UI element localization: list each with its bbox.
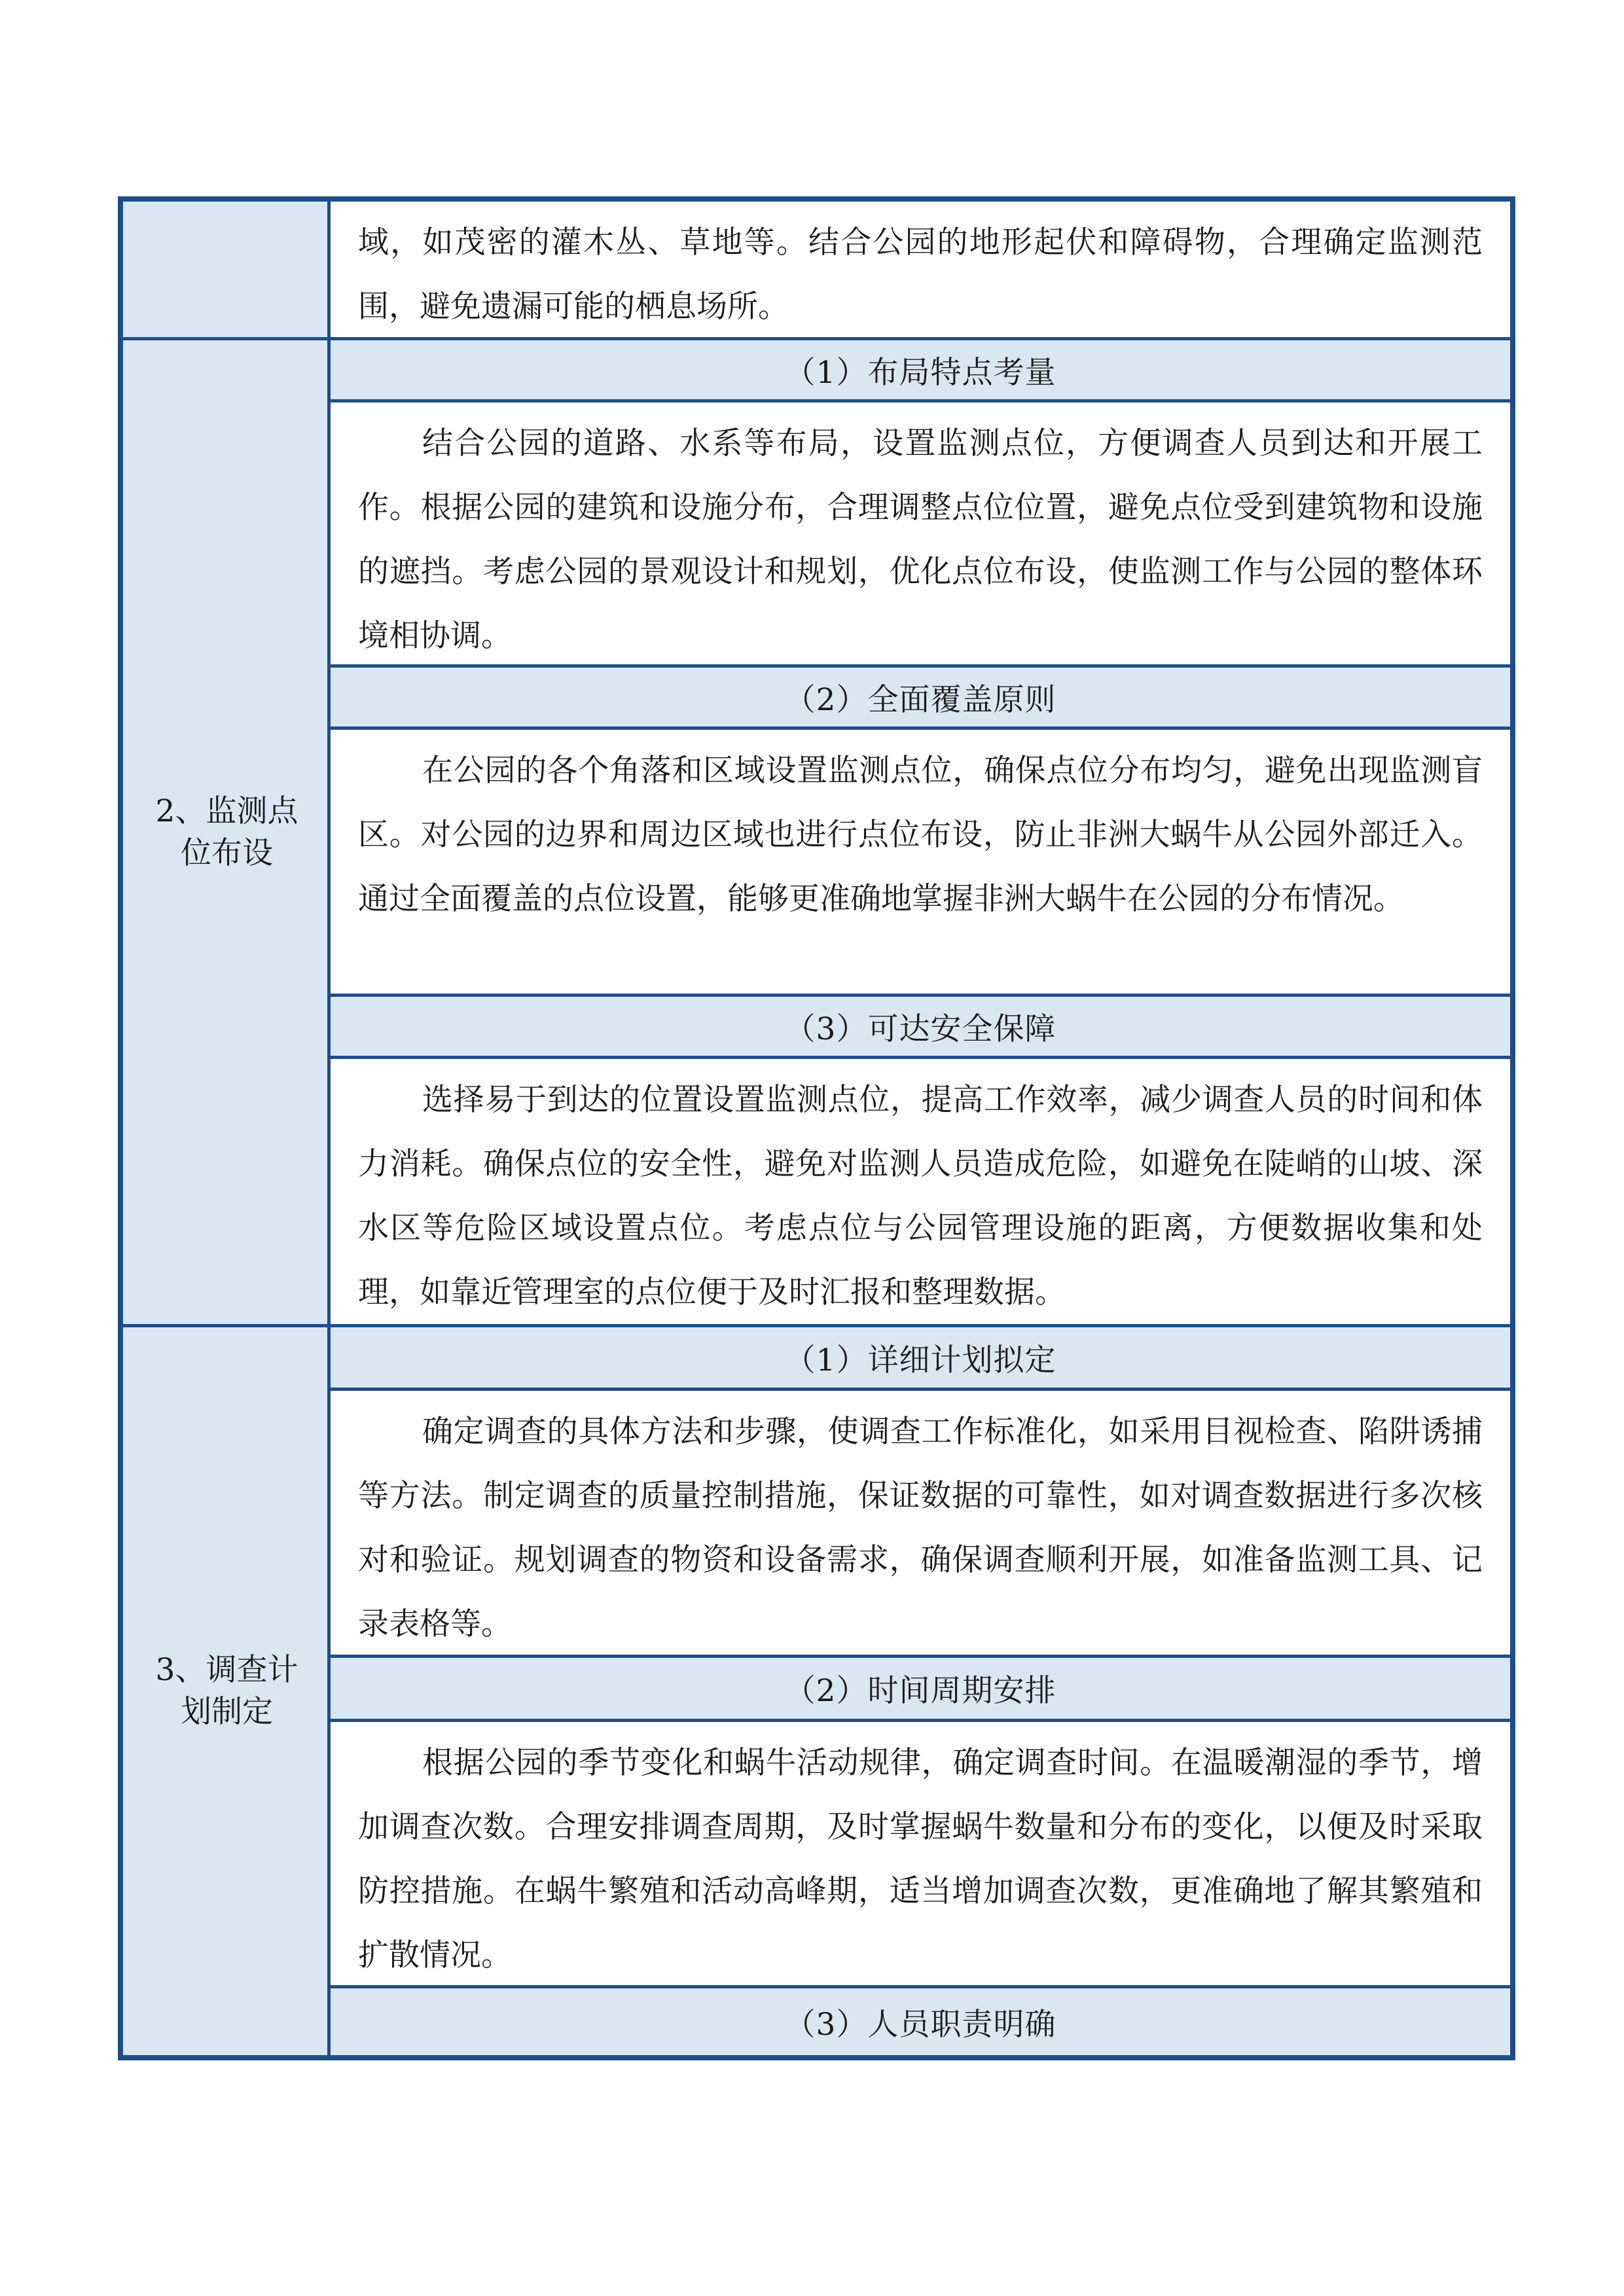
section-3-item-1-heading: （1）详细计划拟定 [331,1327,1510,1388]
section-3-item-2-text: 根据公园的季节变化和蜗牛活动规律，确定调查时间。在温暖潮湿的季节，增加调查次数。合理安排调查周期，及时掌握蜗牛数量和分布的变化，以便及时采取防控措施。在蜗牛繁殖和活动高峰期，适当增加调查次数，更准确地了解其繁殖和扩散情况。 [358,1745,1483,1973]
section-2-item-2-heading: （2）全面覆盖原则 [331,668,1510,726]
continuation-paragraph: 域，如茂密的灌木丛、草地等。结合公园的地形起伏和障碍物，合理确定监测范围，避免遗漏可能的栖息场所。 [358,224,1483,325]
section-3-item-2-heading: （2）时间周期安排 [331,1658,1510,1719]
section-2-item-1-text: 结合公园的道路、水系等布局，设置监测点位，方便调查人员到达和开展工作。根据公园的建筑和设施分布，合理调整点位位置，避免点位受到建筑物和设施的遮挡。考虑公园的景观设计和规划，优化点位布设，使监测工作与公园的整体环境相协调。 [358,425,1483,654]
content-table [118,196,1515,2060]
section-3-label-text: 3、调查计划制定 [155,1652,298,1730]
section-3-item-1-text: 确定调查的具体方法和步骤，使调查工作标准化，如采用目视检查、陷阱诱捕等方法。制定调查的质量控制措施，保证数据的可靠性，如对调查数据进行多次核对和验证。规划调查的物资和设备需求，确保调查顺利开展，如准备监测工具、记录表格等。 [358,1414,1483,1642]
section-2-item-1-heading: （1）布局特点考量 [331,340,1510,399]
section-2-item-3-text: 选择易于到达的位置设置监测点位，提高工作效率，减少调查人员的时间和体力消耗。确保点位的安全性，避免对监测人员造成危险，如避免在陡峭的山坡、深水区等危险区域设置点位。考虑点位与公园管理设施的距离，方便数据收集和处理，如靠近管理室的点位便于及时汇报和整理数据。 [358,1082,1483,1310]
section-2-item-3-heading: （3）可达安全保障 [331,997,1510,1056]
section-2-label-text: 2、监测点位布设 [155,793,298,871]
section-2-item-2-text: 在公园的各个角落和区域设置监测点位，确保点位分布均匀，避免出现监测盲区。对公园的边界和周边区域也进行点位布设，防止非洲大蜗牛从公园外部迁入。通过全面覆盖的点位设置，能够更准确地掌握非洲大蜗牛在公园的分布情况。 [358,753,1483,917]
section-3-label [123,1327,331,2055]
section-3-item-3-heading: （3）人员职责明确 [331,1988,1510,2055]
section-2-label [123,340,331,1324]
